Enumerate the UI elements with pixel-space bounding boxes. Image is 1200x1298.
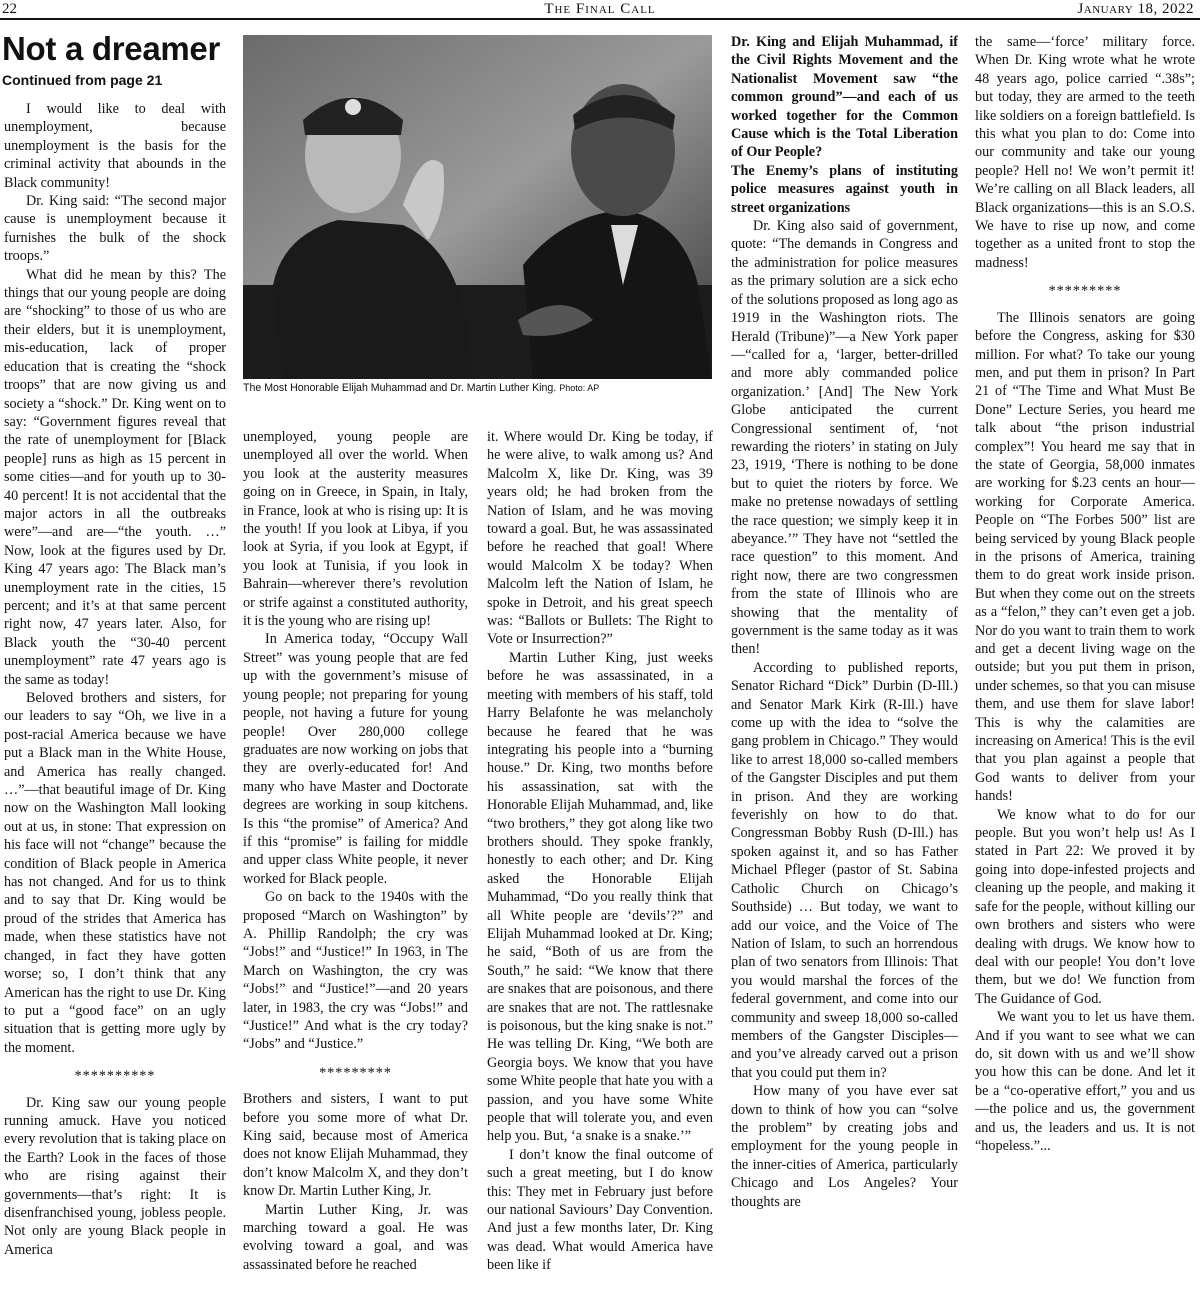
subheading: The Enemy’s plans of instituting police measures against youth in street organizations (731, 162, 958, 216)
photo-caption (243, 382, 713, 394)
paragraph: Beloved brothers and sisters, for our leaders to say “Oh, we live in a post-racial America because we have put a Black man in the White House, and America has really changed. …”—that beautiful image of Dr. King now on the Washington Mall looking out at us, in stone: That expression on his face will not “change” because the condition of Black people in America has not changed. And for us to think and to say that Dr. King would be proud of the strides that America has made, when these statistics have not changed, in fact they have gotten worse; so, I don’t think that any American has the right to use Dr. King to put a “good face” on an ugly situation that is getting more ugly by the moment. (4, 690, 226, 1056)
caption-text: The Most Honorable Elijah Muhammad and Dr. Martin Luther King. (243, 382, 557, 394)
photo-elijah-muhammad-mlk (243, 35, 712, 379)
article-column-2 (243, 428, 468, 1298)
paragraph: The Illinois senators are going before the Congress, asking for $30 million. For what? To take our young men, and put them in prison? In Part 21 of “The Time and What Must Be Done” Lecture Series, you heard me talk about “the prison industrial complex”! You heard me say that in the state of Georgia, 58,000 inmates are working for $.23 cents an hour—working for Corporate America. People on “The Forbes 500” list are being serviced by young Black people in the prisons of America, training them to do great work inside prison. But when they come out on the streets as a “felon,” they can’t even get a job. Nor do you want to train them to work and get a decent living wage on the outside; but you put them in prison, under schemes, so that you can misuse them, and use them for slave labor! This is why the calamities are increasing on America! This is the evil that you plan against a people that God wants to deliver from your hands! (975, 309, 1195, 805)
article-column-5 (975, 33, 1195, 1298)
paragraph: Dr. King said: “The second major cause is unemployment because it furnishes the bulk of the shock troops.” (4, 193, 226, 265)
paragraph: We want you to let us have them. And if you want to see what we can do, sit down with us and we’ll show you how this can be done. And let it be a “co-operative effort,” you and us—the police and us, the government and us, the leaders and us. It is not “hopeless.”... (975, 1009, 1195, 1154)
article-column-4 (731, 33, 958, 1298)
paragraph: We know what to do for our people. But you won’t help us! As I stated in Part 22: We proved it by going into dope-infested projects and cleaning up the people, and making it safe for the people, without killing our own brothers and sisters who were dealing with drugs. We know how to deal with our people! You don’t love them, but we do! We function from The Guidance of God. (975, 806, 1195, 1007)
section-divider: ********* (1048, 283, 1122, 300)
issue-date: January 18, 2022 (1077, 1, 1194, 17)
paragraph: What did he mean by this? The things that our young people are doing are “shocking” to those of us who are their elders, but it is unemployment, mis-education, lack of proper education that is creating the “shock troops” that are now giving us and society a “shock.” Dr. King went on to say: “Government figures reveal that the rate of unemployment for [Black people] runs as high as 15 percent in some cities—and for youth up to 30-40 percent! It is not accidental that the major actors in all the outbreaks were”—and are—“the youth. …” Now, look at the figures used by Dr. King 47 years ago: The Black man’s unemployment rate in the cities, 15 percent; and it’s at that same percent right now, 47 years later. Also, for Black youth the “30-40 percent unemployment” rate 47 years ago is the same as today! (4, 266, 226, 688)
publication-name: The Final Call (544, 1, 656, 17)
paragraph: How many of you have ever sat down to think of how you can “solve the problem” by creating jobs and employment for the young people in the inner-cities of America, particularly Chicago and Los Angeles? Your thoughts are (731, 1083, 958, 1210)
paragraph: Martin Luther King, just weeks before he was assassinated, in a meeting with members of his staff, told Harry Belafonte he was melancholy because he feared that he was integrating his people into a “burning house.” Dr. King, two months before his assassination, sat with the Honorable Elijah Muhammad, and, like “two brothers,” they got along like two brothers should. They spoke frankly, honestly to each other; and Dr. King asked the Honorable Elijah Muhammad, “Do you really think that all White people are ‘devils’?” and Elijah Muhammad looked at Dr. King; he said, “Both of us are from the South,” he said: “We know that there are snakes that are poisonous, and there are snakes that are not. The rattlesnake is poisonous, but the king snake is not.” He was telling Dr. King, “We both are Georgia boys. We know that you have some White people that hate you with a passion, and you have some White people that will tolerate you, and even help you. But, ‘a snake is a snake.’” (487, 649, 713, 1145)
page-header (0, 0, 1200, 20)
paragraph: I don’t know the final outcome of such a great meeting, but I do know this: They met in February just before our national Saviours’ Day Convention. And just a few months later, Dr. King was dead. What would America have been like if (487, 1146, 713, 1274)
section-divider: ********* (319, 1064, 392, 1081)
paragraph: unemployed, young people are unemployed all over the world. When you look at the austerity measures going on in Greece, in Spain, in Italy, in France, look at who is rising up: It is the youth! If you look at Libya, if you look at Syria, if you look at Egypt, if you look at Tunisia, if you look in Bahrain—wherever there’s revolution or strife against a constituted authority, it is the young who are rising up! (243, 429, 468, 630)
paragraph: Brothers and sisters, I want to put before you some more of what Dr. King said, because most of America does not know Elijah Muhammad, they don’t know Malcolm X, and they don’t know Dr. Martin Luther King, Jr. (243, 1091, 468, 1200)
article-column-1 (4, 100, 226, 1298)
paragraph: In America today, “Occupy Wall Street” was young people that are fed up with the government’s misuse of young people; not preparing for young people, not having a future for young people! Over 280,000 college graduates are now working on jobs that they are overly-educated for! And many who have Master and Doctorate degrees are working in soup kitchens. Is this “the promise” of America? And if this “promise” is failing for middle and upper class White people, it never worked for Black people. (243, 631, 468, 887)
paragraph: Dr. King also said of government, quote: “The demands in Congress and the administration for police measures as the primary solution are a sick echo of the solutions proposed as long ago as 1919 in the Washington riots. The Herald (Tribune)”—a New York paper—“called for a, ‘larger, better-drilled and more ably commanded police organization.’ [And] The New York Globe anticipated the current Congressional sentiment of, ‘not rewarding the rioters’ in stating on July 23, 1919, ‘There is nothing to be done but to quiet the rioters by force. We make no pretense nowadays of settling the race question; we simply keep it in abeyance.’” They have not “settled the race question” to this moment. And right now, there are two congressmen from the state of Illinois who are showing that the mentality of government is the same today as it was then! (731, 218, 958, 658)
article-headline: Not a dreamer (2, 30, 221, 67)
article-column-3 (487, 428, 713, 1298)
paragraph: According to published reports, Senator Richard “Dick” Durbin (D-Ill.) and Senator Mark Kirk (R-Ill.) have come up with the idea to “solve the gang problem in Chicago.” They would like to arrest 18,000 so-called members of the Gangster Disciples and put them in prison. And they are working feverishly on how to do that. Congressman Bobby Rush (D-Ill.) has spoken against it, and so has Father Michael Pfleger (pastor of St. Sabina Catholic Church on Chicago’s Southside) … But today, we want to add our voice, and the Voice of The Nation of Islam, to such an horrendous plan of two senators from Illinois: That you would marshal the forces of the federal government, and come into our community and sweep 18,000 so-called members of the Gangster Disciples—and you’ve already carved out a prison that you could put them in? (731, 659, 958, 1081)
paragraph: the same—‘force’ military force. When Dr. King wrote what he wrote 48 years ago, police carried “.38s”; but today, they are armed to the teeth like soldiers on a foreign battlefield. Is this what you plan to do: Come into our community and take our young people? Hell no! We won’t permit it! We’re calling on all Black leaders, all Black organizations—this is an S.O.S. We have to rise up now, and come together as a united front to stop the madness! (975, 34, 1195, 271)
paragraph: I would like to deal with unemployment, because unemployment is the basis for the criminal activity that abounds in the Black community! (4, 101, 226, 191)
continued-note: Continued from page 21 (2, 72, 163, 88)
paragraph: Dr. King saw our young people running amuck. Have you noticed every revolution that is taking place on the Earth? Look in the faces of those who are rising against their governments—that’s right: It is disenfranchised young, jobless people. Not only are young Black people in America (4, 1094, 226, 1258)
paragraph: it. Where would Dr. King be today, if he were alive, to walk among us? And Malcolm X, like Dr. King, was 39 years old; he had broken from the Nation of Islam, and he was moving toward a goal. But, he was assassinated before he reached that goal! Where would Malcolm X be today? When Malcolm left the Nation of Islam, he spoke in Detroit, and his great speech was: “Ballots or Bullets: The Right to Vote or Insurrection?” (487, 429, 713, 648)
section-divider: ********** (74, 1068, 156, 1085)
photo-credit: Photo: AP (559, 383, 600, 393)
paragraph: Martin Luther King, Jr. was marching toward a goal. He was evolving toward a goal, and was assassinated before he reached (243, 1201, 468, 1273)
photo-image (243, 35, 712, 379)
page-number: 22 (2, 1, 17, 17)
paragraph: Go on back to the 1940s with the proposed “March on Washington” by A. Phillip Randolph; the cry was “Jobs!” and “Justice!” In 1963, in The March on Washington, the cry was “Jobs!” and “Justice!”—and 20 years later, in 1983, the cry was “Jobs!” and “Justice!” And what is the cry today? “Jobs” and “Justice.” (243, 889, 468, 1053)
paragraph: Dr. King and Elijah Muhammad, if the Civil Rights Movement and the Nationalist Movement saw “the common ground”—and each of us worked together for the Common Cause which is the Total Liberation of Our People? (731, 34, 958, 161)
header-rule (0, 18, 1200, 20)
